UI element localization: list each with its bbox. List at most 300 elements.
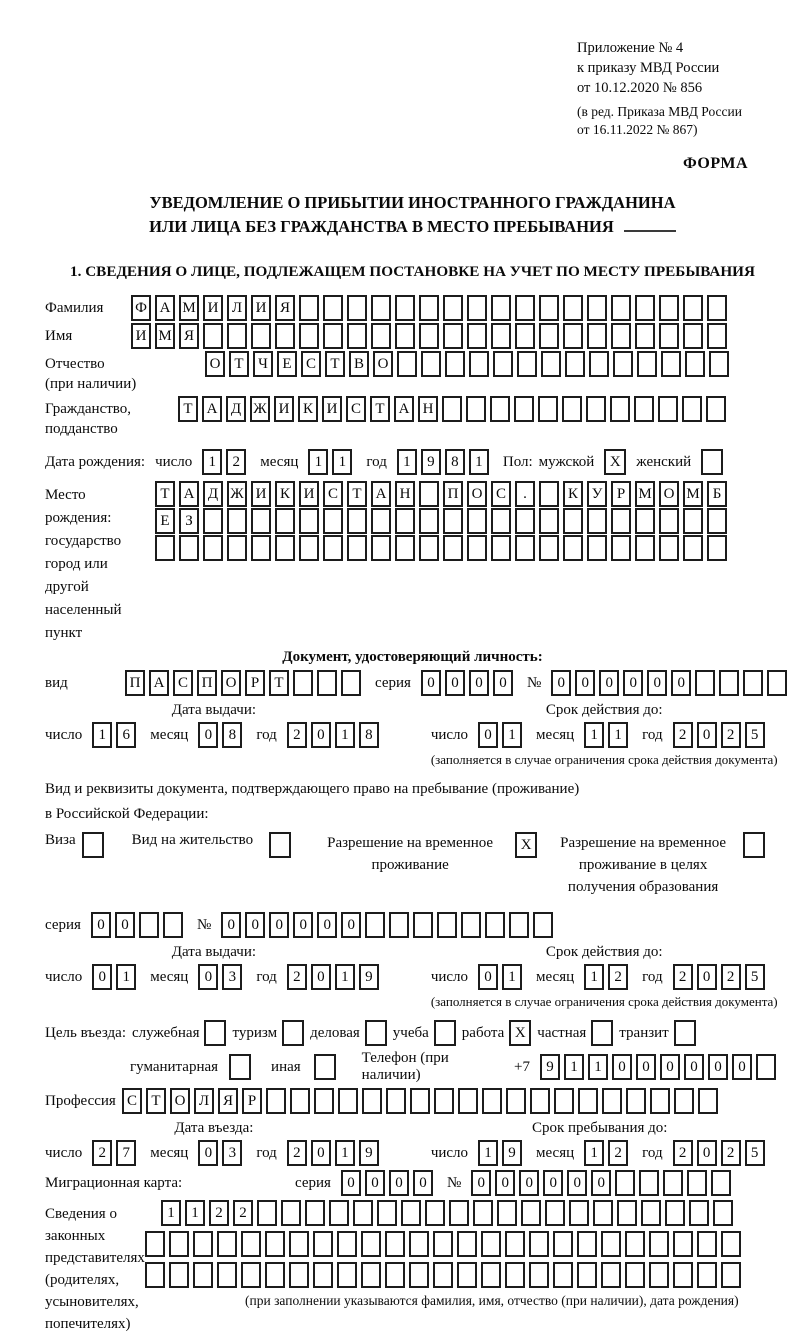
form-cell: 2 — [608, 964, 628, 990]
form-cell: 1 — [608, 722, 628, 748]
stay-until-block: Срок пребывания до: число 1 9 месяц 1 2 год 2 0 2 5 — [431, 1120, 769, 1166]
form-cell: 1 — [502, 722, 522, 748]
form-cell: 8 — [445, 449, 465, 475]
migration-card-row — [45, 1170, 780, 1196]
form-cell — [169, 1231, 189, 1257]
form-cell — [659, 535, 679, 561]
form-cell: 0 — [269, 912, 289, 938]
entry-stay-dates — [45, 1120, 780, 1166]
form-cell: 0 — [478, 964, 498, 990]
form-cell: 0 — [311, 1140, 331, 1166]
form-cell — [721, 1262, 741, 1288]
form-cell: П — [125, 670, 145, 696]
form-cell: 2 — [287, 722, 307, 748]
form-cell — [493, 351, 513, 377]
form-cell — [707, 508, 727, 534]
form-cell: 0 — [697, 722, 717, 748]
form-cell — [578, 1088, 598, 1114]
form-cell: И — [131, 323, 151, 349]
citizenship-row — [45, 396, 780, 439]
form-cell — [563, 295, 583, 321]
issue-day-cells — [92, 722, 140, 748]
form-cell — [371, 535, 391, 561]
form-cell — [711, 1170, 731, 1196]
doc-series-label: серия — [375, 674, 411, 691]
month-label: месяц — [260, 453, 299, 470]
form-cell — [467, 535, 487, 561]
form-cell — [433, 1231, 453, 1257]
form-cell — [275, 535, 295, 561]
form-cell: Б — [707, 481, 727, 507]
form-cell: 0 — [311, 722, 331, 748]
option-visa-checkbox — [82, 832, 104, 858]
form-cell — [443, 295, 463, 321]
form-cell — [539, 481, 559, 507]
form-cell: 9 — [502, 1140, 522, 1166]
form-cell — [449, 1200, 469, 1226]
sex-label: Пол: — [502, 453, 533, 470]
appendix-line-3: от 10.12.2020 № 856 — [577, 80, 703, 96]
form-cell — [743, 670, 763, 696]
patronymic-row — [45, 351, 780, 394]
form-cell: В — [349, 351, 369, 377]
form-cell — [491, 295, 511, 321]
form-cell — [227, 535, 247, 561]
year-label: год — [366, 453, 387, 470]
form-cell — [553, 1262, 573, 1288]
form-cell — [506, 1088, 526, 1114]
surname-cells — [131, 295, 731, 321]
stay-day-cells — [478, 1140, 526, 1166]
form-cell: 0 — [317, 912, 337, 938]
form-cell: 0 — [445, 670, 465, 696]
representatives-cells-row1 — [161, 1200, 745, 1226]
form-cell: 0 — [92, 964, 112, 990]
form-cell — [539, 295, 559, 321]
form-cell — [377, 1200, 397, 1226]
form-cell: 0 — [341, 1170, 361, 1196]
form-cell — [203, 508, 223, 534]
form-cell — [275, 323, 295, 349]
validity-note: (заполняется в случае ограничения срока действия документа) — [430, 752, 778, 767]
form-cell: 3 — [222, 964, 242, 990]
form-cell — [687, 1170, 707, 1196]
residence-doc-dates — [45, 944, 780, 1010]
birth-place-label: Место рождения: государство город или другой населенный пункт — [45, 487, 122, 641]
form-cell — [289, 1231, 309, 1257]
form-cell — [341, 670, 361, 696]
form-cell: Н — [395, 481, 415, 507]
doc-kind-cells — [125, 670, 365, 696]
form-cell: 0 — [413, 1170, 433, 1196]
form-cell — [323, 323, 343, 349]
birth-month-cells — [308, 449, 356, 475]
form-cell — [227, 323, 247, 349]
form-cell: 1 — [116, 964, 136, 990]
form-cell — [611, 535, 631, 561]
form-cell: 0 — [493, 670, 513, 696]
form-cell — [673, 1262, 693, 1288]
form-cell: И — [251, 295, 271, 321]
form-cell — [337, 1231, 357, 1257]
form-cell — [314, 1088, 334, 1114]
form-cell: 0 — [91, 912, 111, 938]
issue-month-cells — [198, 722, 246, 748]
form-cell — [545, 1200, 565, 1226]
form-cell — [707, 323, 727, 349]
form-cell — [401, 1200, 421, 1226]
birth-place-cells-row3 — [155, 535, 731, 561]
form-cell — [371, 323, 391, 349]
form-cell — [626, 1088, 646, 1114]
form-cell — [683, 535, 703, 561]
form-cell: Ж — [250, 396, 270, 422]
form-cell: Т — [269, 670, 289, 696]
form-cell — [299, 508, 319, 534]
form-cell — [587, 295, 607, 321]
form-cell — [265, 1262, 285, 1288]
form-cell — [515, 535, 535, 561]
form-cell: С — [301, 351, 321, 377]
form-cell — [442, 396, 462, 422]
purpose-tourism-checkbox — [282, 1020, 304, 1046]
form-cell — [659, 323, 679, 349]
form-cell — [457, 1231, 477, 1257]
form-cell — [611, 508, 631, 534]
expiry-heading: Срок действия до: — [545, 702, 663, 718]
form-cell: 6 — [116, 722, 136, 748]
migration-number-label: № — [446, 1174, 462, 1191]
form-cell: 0 — [198, 1140, 218, 1166]
form-cell: 3 — [222, 1140, 242, 1166]
birth-place-cells-row1 — [155, 481, 731, 507]
form-cell — [203, 535, 223, 561]
form-cell: 0 — [551, 670, 571, 696]
revision-line-1: (в ред. Приказа МВД России — [577, 104, 742, 119]
form-cell: 2 — [673, 964, 693, 990]
option-temp-residence-education-label: Разрешение на временное проживание в целях получения образования — [560, 835, 727, 895]
form-cell — [419, 535, 439, 561]
form-cell — [683, 508, 703, 534]
form-cell — [613, 351, 633, 377]
identity-doc-dates — [45, 702, 780, 768]
form-cell — [265, 1231, 285, 1257]
form-cell — [577, 1262, 597, 1288]
doc-number-cells — [551, 670, 791, 696]
purpose-official-checkbox — [204, 1020, 226, 1046]
form-cell: 0 — [311, 964, 331, 990]
form-cell: 0 — [221, 912, 241, 938]
form-cell — [443, 323, 463, 349]
form-cell — [275, 508, 295, 534]
form-cell — [266, 1088, 286, 1114]
residence-issue-year-cells — [287, 964, 383, 990]
entry-heading: Дата въезда: — [174, 1120, 254, 1136]
residence-expiry-month-cells — [584, 964, 632, 990]
form-cell: О — [659, 481, 679, 507]
appendix-line-2: к приказу МВД России — [577, 60, 720, 76]
form-cell: 0 — [115, 912, 135, 938]
form-cell — [217, 1231, 237, 1257]
form-cell: 0 — [660, 1054, 680, 1080]
form-cell: С — [173, 670, 193, 696]
form-cell — [505, 1262, 525, 1288]
entry-day-cells — [92, 1140, 140, 1166]
form-cell — [385, 1262, 405, 1288]
residence-series-label: серия — [45, 916, 81, 933]
expiry-month-cells — [584, 722, 632, 748]
form-cell — [179, 535, 199, 561]
sex-female-label: женский — [636, 453, 692, 470]
profession-row — [45, 1088, 780, 1114]
form-cell: 2 — [721, 722, 741, 748]
form-cell — [533, 912, 553, 938]
form-cell: Т — [325, 351, 345, 377]
birth-place-cells-row2 — [155, 508, 731, 534]
form-cell — [443, 508, 463, 534]
form-cell: 1 — [469, 449, 489, 475]
form-cell — [485, 912, 505, 938]
form-cell: С — [323, 481, 343, 507]
form-cell: 0 — [471, 1170, 491, 1196]
form-cell — [397, 351, 417, 377]
form-cell — [421, 351, 441, 377]
form-cell: 1 — [584, 1140, 604, 1166]
form-cell — [163, 912, 183, 938]
form-cell — [385, 1231, 405, 1257]
appendix-line-1: Приложение № 4 — [577, 40, 684, 56]
form-cell: 2 — [673, 1140, 693, 1166]
form-cell: 0 — [697, 1140, 717, 1166]
entry-date-block: Дата въезда: число 2 7 месяц 0 3 год 2 0 1 9 — [45, 1120, 383, 1166]
form-cell: 0 — [647, 670, 667, 696]
form-cell: Д — [203, 481, 223, 507]
residence-series-row — [45, 912, 780, 938]
form-cell: М — [683, 481, 703, 507]
form-cell — [293, 670, 313, 696]
form-cell: 5 — [745, 1140, 765, 1166]
form-cell — [587, 535, 607, 561]
purpose-private: частная — [537, 1020, 613, 1046]
form-cell — [371, 295, 391, 321]
form-cell — [317, 670, 337, 696]
form-cell: 0 — [341, 912, 361, 938]
form-cell — [281, 1200, 301, 1226]
form-cell — [481, 1231, 501, 1257]
form-cell: М — [155, 323, 175, 349]
issue-year-cells — [287, 722, 383, 748]
form-cell — [602, 1088, 622, 1114]
form-cell: 0 — [671, 670, 691, 696]
form-cell — [554, 1088, 574, 1114]
form-cell — [337, 1262, 357, 1288]
form-cell — [509, 912, 529, 938]
form-cell — [514, 396, 534, 422]
form-cell — [719, 670, 739, 696]
form-cell — [362, 1088, 382, 1114]
form-cell: А — [179, 481, 199, 507]
form-cell — [635, 323, 655, 349]
form-cell: 1 — [335, 964, 355, 990]
form-cell: 0 — [293, 912, 313, 938]
form-cell: Л — [227, 295, 247, 321]
form-cell — [665, 1200, 685, 1226]
form-cell: Т — [155, 481, 175, 507]
form-cell — [663, 1170, 683, 1196]
residence-options-row — [45, 832, 780, 898]
form-cell — [227, 508, 247, 534]
form-cell: С — [122, 1088, 142, 1114]
form-cell — [338, 1088, 358, 1114]
form-cell: 2 — [233, 1200, 253, 1226]
form-cell: 0 — [365, 1170, 385, 1196]
form-cell: И — [274, 396, 294, 422]
form-cell — [649, 1262, 669, 1288]
sex-female-checkbox — [701, 449, 723, 475]
form-word-label: ФОРМА — [682, 155, 748, 172]
residence-issue-heading: Дата выдачи: — [171, 944, 257, 960]
form-cell: И — [299, 481, 319, 507]
form-cell — [611, 295, 631, 321]
form-cell — [625, 1231, 645, 1257]
phone-label: Телефон (при наличии) — [361, 1050, 449, 1083]
form-cell: Е — [155, 508, 175, 534]
form-cell — [529, 1262, 549, 1288]
patronymic-label: Отчество (при наличии) — [45, 356, 137, 392]
form-cell — [241, 1231, 261, 1257]
form-cell: Д — [226, 396, 246, 422]
form-cell — [139, 912, 159, 938]
form-cell — [683, 323, 703, 349]
form-cell: 7 — [116, 1140, 136, 1166]
option-temp-residence-education-checkbox — [743, 832, 765, 858]
form-cell: А — [371, 481, 391, 507]
form-cell — [419, 295, 439, 321]
migration-series-label: серия — [295, 1174, 331, 1191]
expiry-day-cells — [478, 722, 526, 748]
form-cell — [445, 351, 465, 377]
day-label: число — [155, 453, 193, 470]
identity-expiry-block: Срок действия до: число 0 1 месяц 1 1 год 2 0 2 5 (заполняется в случае ограничения срока действия документа) — [430, 702, 778, 767]
form-cell — [650, 1088, 670, 1114]
form-cell: 0 — [198, 964, 218, 990]
form-cell — [491, 535, 511, 561]
form-cell: Т — [370, 396, 390, 422]
form-cell — [365, 912, 385, 938]
form-cell — [251, 535, 271, 561]
residence-expiry-block: Срок действия до: число 0 1 месяц 1 2 год 2 0 2 5 (заполняется в случае ограничения срока действия документа) — [430, 944, 778, 1009]
form-cell — [395, 508, 415, 534]
form-cell — [682, 396, 702, 422]
form-cell: . — [515, 481, 535, 507]
form-cell: О — [205, 351, 225, 377]
form-cell — [347, 323, 367, 349]
form-cell — [515, 508, 535, 534]
purpose-humanitarian-checkbox — [229, 1054, 251, 1080]
purpose-work: работа X — [462, 1020, 532, 1046]
form-cell — [395, 295, 415, 321]
given-name-row — [45, 323, 780, 349]
form-cell — [409, 1231, 429, 1257]
purpose-humanitarian: гуманитарная — [130, 1054, 251, 1080]
representatives-label: Сведения о законных представителях (родителях, усыновителях, попечителях) — [45, 1206, 145, 1332]
birth-year-cells — [397, 449, 493, 475]
form-cell — [577, 1231, 597, 1257]
residence-issue-month-cells — [198, 964, 246, 990]
form-cell: 0 — [599, 670, 619, 696]
form-cell — [361, 1231, 381, 1257]
form-cell — [539, 535, 559, 561]
profession-cells — [122, 1088, 722, 1114]
purpose-row — [45, 1020, 780, 1046]
issue-heading: Дата выдачи: — [171, 702, 257, 718]
form-cell — [713, 1200, 733, 1226]
form-cell — [539, 323, 559, 349]
form-cell — [443, 535, 463, 561]
residence-number-label: № — [196, 916, 212, 933]
form-cell — [563, 323, 583, 349]
form-cell — [461, 912, 481, 938]
form-cell — [505, 1231, 525, 1257]
form-cell — [601, 1262, 621, 1288]
form-cell: 0 — [732, 1054, 752, 1080]
migration-series-cells — [341, 1170, 437, 1196]
form-cell — [299, 295, 319, 321]
form-cell — [467, 508, 487, 534]
representatives-cells-row2 — [145, 1231, 745, 1257]
form-cell: 0 — [469, 670, 489, 696]
form-cell — [347, 508, 367, 534]
form-cell: 5 — [745, 722, 765, 748]
form-cell — [659, 295, 679, 321]
representatives-row — [45, 1200, 780, 1335]
form-cell — [481, 1262, 501, 1288]
form-cell: 1 — [502, 964, 522, 990]
form-cell — [361, 1262, 381, 1288]
form-cell — [145, 1231, 165, 1257]
patronymic-cells — [205, 351, 733, 377]
form-cell — [497, 1200, 517, 1226]
purpose-tourism: туризм — [232, 1020, 304, 1046]
section1-heading: 1. СВЕДЕНИЯ О ЛИЦЕ, ПОДЛЕЖАЩЕМ ПОСТАНОВКЕ НА УЧЕТ ПО МЕСТУ ПРЕБЫВАНИЯ — [70, 263, 755, 280]
stay-heading: Срок пребывания до: — [531, 1120, 668, 1136]
representatives-note: (при заполнении указываются фамилия, имя, отчество (при наличии), дата рождения) — [245, 1293, 739, 1308]
form-cell: 0 — [543, 1170, 563, 1196]
form-cell — [425, 1200, 445, 1226]
form-cell: М — [179, 295, 199, 321]
stay-month-cells — [584, 1140, 632, 1166]
form-cell: 1 — [308, 449, 328, 475]
form-cell — [637, 351, 657, 377]
residence-issue-day-cells — [92, 964, 140, 990]
residence-number-cells — [221, 912, 557, 938]
form-cell — [529, 1231, 549, 1257]
form-cell — [395, 535, 415, 561]
form-cell — [457, 1262, 477, 1288]
form-cell: Я — [179, 323, 199, 349]
form-cell — [698, 1088, 718, 1114]
form-cell: 5 — [745, 964, 765, 990]
form-cell — [517, 351, 537, 377]
title-line-2: ИЛИ ЛИЦА БЕЗ ГРАЖДАНСТВА В МЕСТО ПРЕБЫВАНИЯ — [45, 215, 780, 239]
form-cell — [515, 295, 535, 321]
form-cell — [193, 1262, 213, 1288]
form-cell — [169, 1262, 189, 1288]
form-cell: У — [587, 481, 607, 507]
form-cell — [482, 1088, 502, 1114]
surname-row — [45, 295, 780, 321]
form-cell — [469, 351, 489, 377]
